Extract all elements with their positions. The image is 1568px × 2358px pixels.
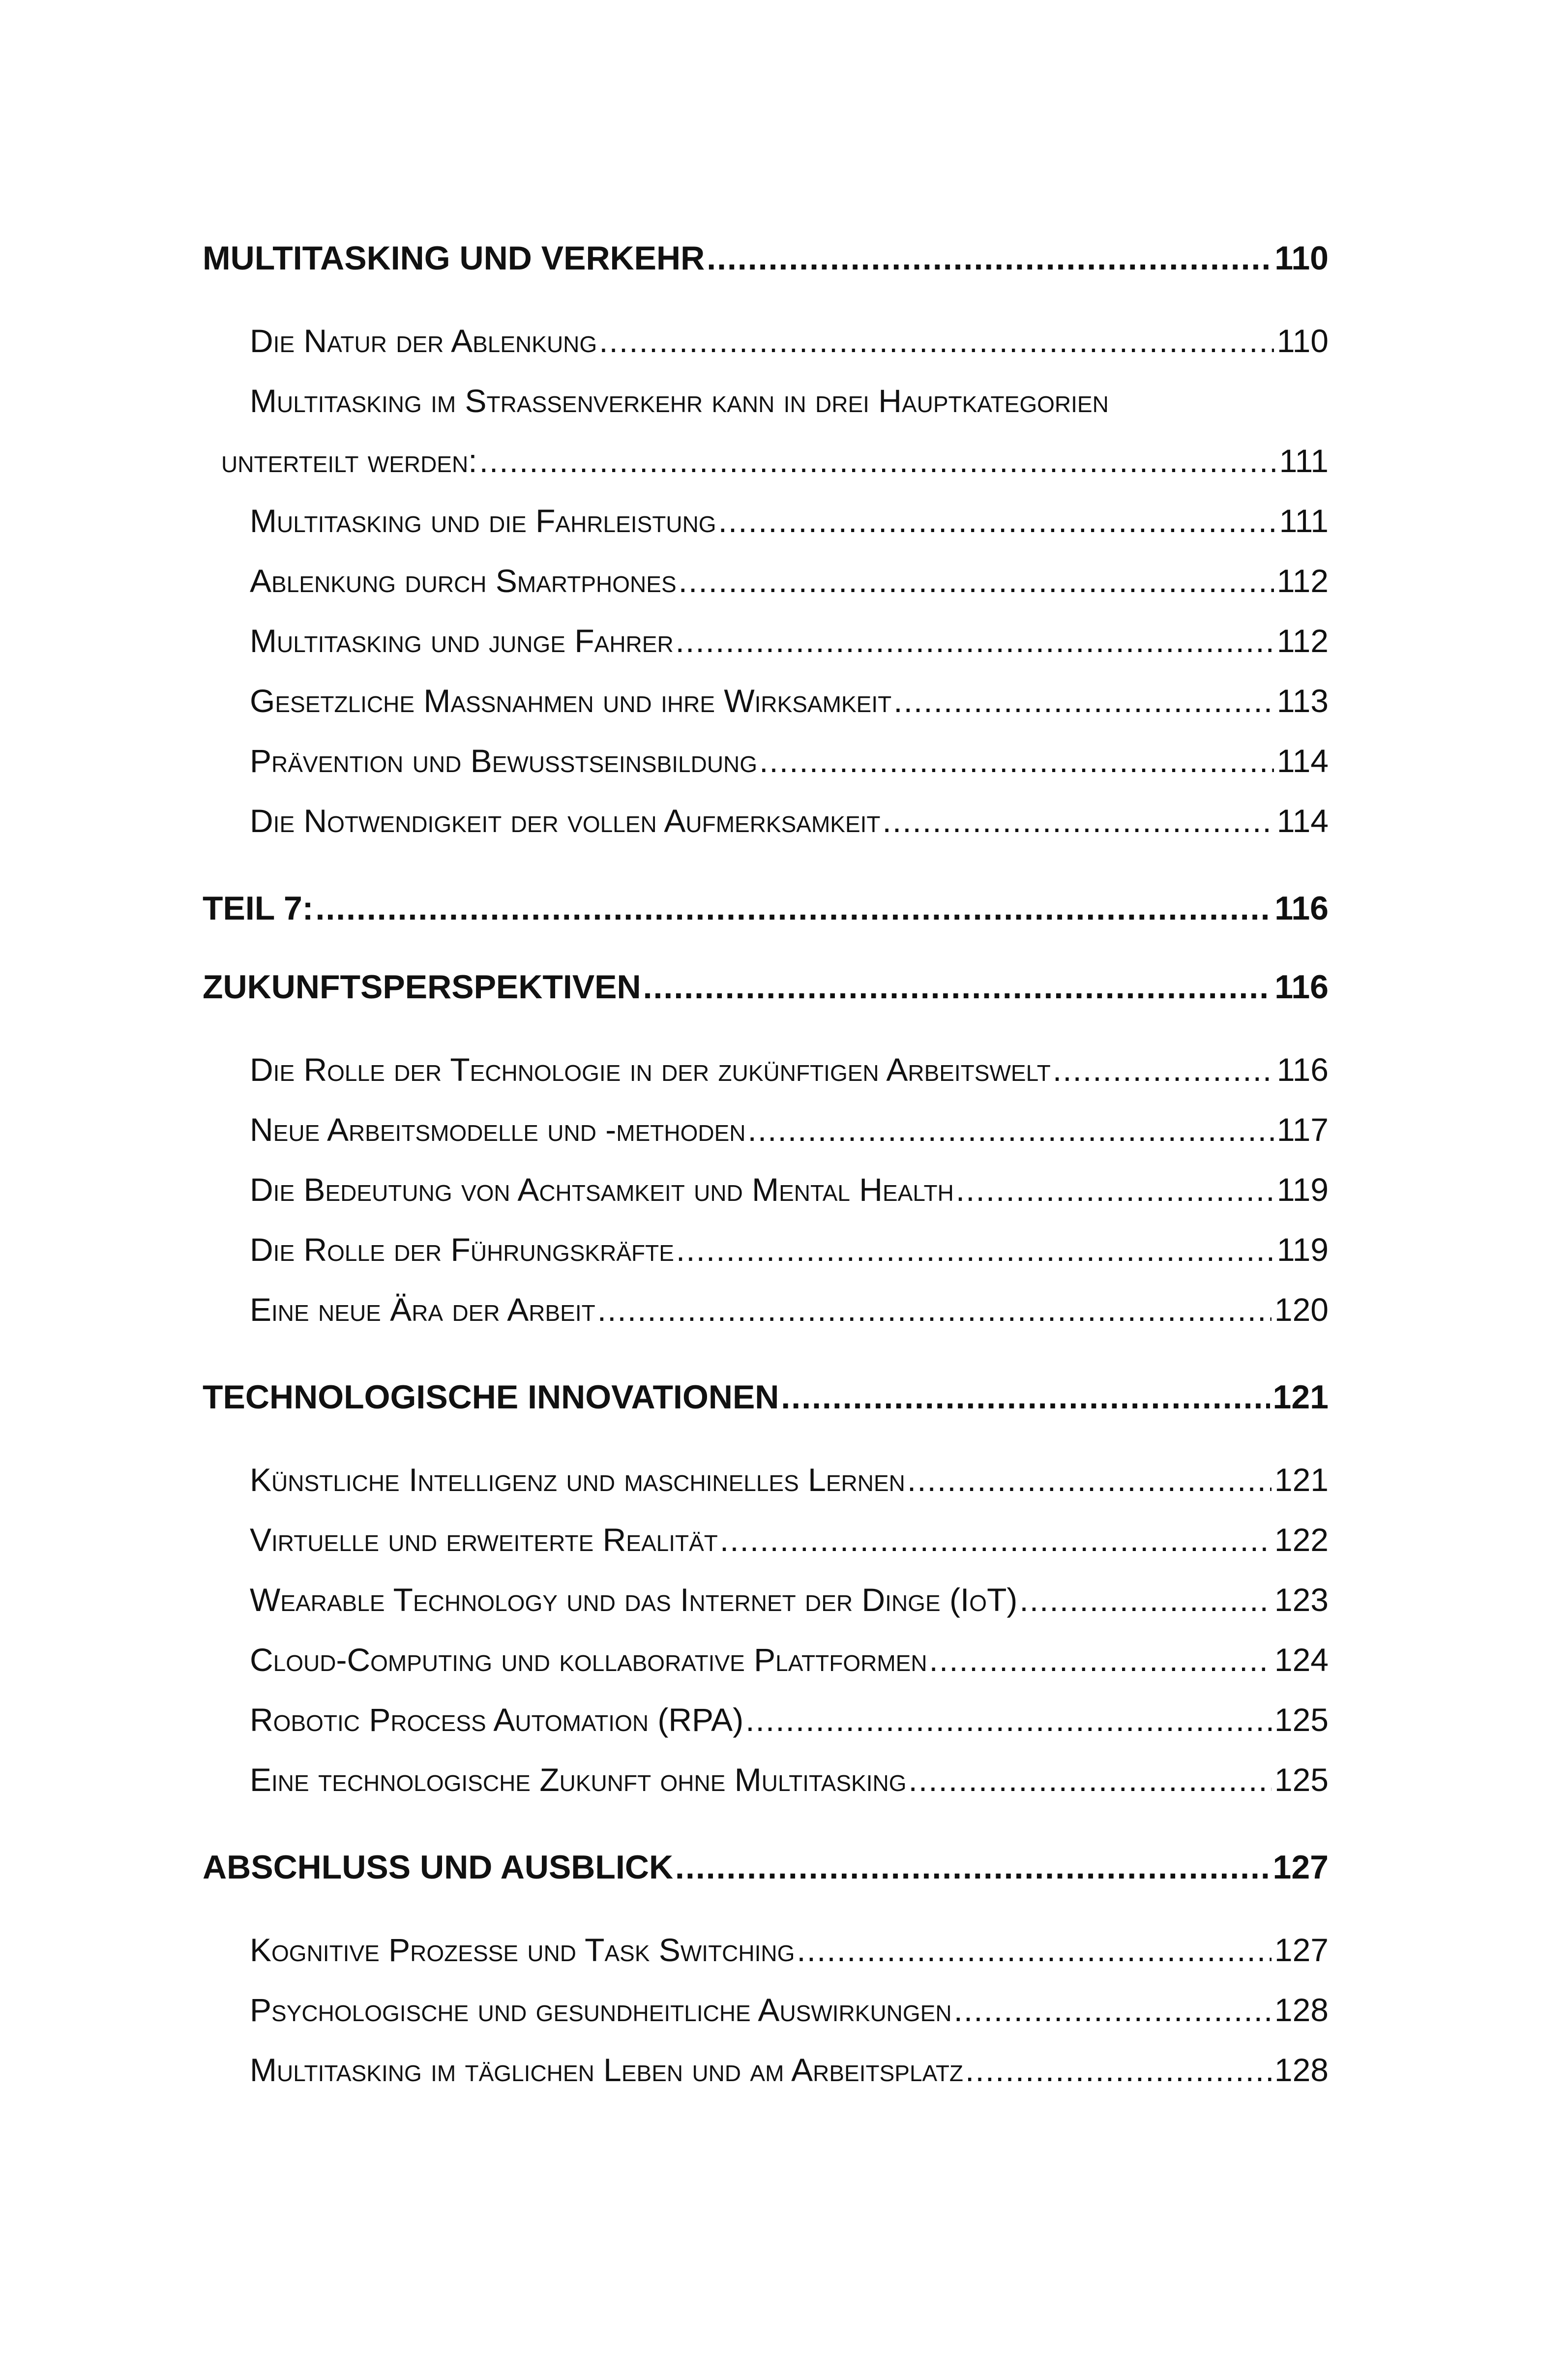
dot-leader xyxy=(1053,1040,1274,1100)
dot-leader xyxy=(679,551,1274,611)
dot-leader xyxy=(315,881,1272,935)
toc-page-number: 119 xyxy=(1276,1171,1329,1208)
toc-section-title: Ablenkung durch Smartphones xyxy=(250,563,677,599)
toc-page-number: 114 xyxy=(1276,743,1329,779)
toc-section-entry[interactable] xyxy=(203,1510,1329,1570)
dot-leader xyxy=(707,231,1272,285)
toc-page-number: 117 xyxy=(1276,1111,1329,1148)
dot-leader xyxy=(675,1840,1270,1894)
dot-leader xyxy=(883,791,1274,851)
toc-section-title: Prävention und Bewusstseinsbildung xyxy=(250,743,758,779)
toc-section-entry[interactable] xyxy=(203,2040,1329,2100)
dot-leader xyxy=(676,1220,1274,1280)
toc-page-number: 123 xyxy=(1274,1582,1329,1618)
toc-page-number: 112 xyxy=(1276,563,1329,599)
toc-section-entry[interactable] xyxy=(203,1280,1329,1340)
toc-section-title: Virtuelle und erweiterte Realität xyxy=(250,1522,718,1558)
toc-page-number: 127 xyxy=(1274,1932,1329,1968)
toc-chapter-title: TECHNOLOGISCHE INNOVATIONEN xyxy=(203,1378,779,1416)
toc-section-title: Künstliche Intelligenz und maschinelles Lernen xyxy=(250,1462,905,1498)
toc-section-entry[interactable] xyxy=(203,431,1329,491)
toc-section-entry[interactable] xyxy=(203,1980,1329,2040)
toc-section-entry[interactable] xyxy=(203,1100,1329,1160)
toc-page-number: 125 xyxy=(1274,1701,1329,1738)
dot-leader xyxy=(643,960,1272,1014)
toc-page-number: 121 xyxy=(1272,1378,1329,1416)
toc-page-number: 125 xyxy=(1274,1761,1329,1798)
toc-section-entry[interactable] xyxy=(203,1690,1329,1750)
toc-section-title: Eine technologische Zukunft ohne Multitasking xyxy=(250,1761,907,1798)
toc-section-entry[interactable] xyxy=(203,1570,1329,1630)
toc-section-title: Psychologische und gesundheitliche Auswirkungen xyxy=(250,1992,952,2028)
toc-section-title: Die Rolle der Technologie in der zukünftigen Arbeitswelt xyxy=(250,1051,1051,1088)
toc-section-title-line1[interactable]: Multitasking im Straßenverkehr kann in drei Hauptkategorien xyxy=(250,383,1109,419)
toc-section-entry[interactable] xyxy=(203,1920,1329,1980)
dot-leader xyxy=(745,1690,1272,1750)
dot-leader xyxy=(929,1630,1272,1690)
toc-page-number: 128 xyxy=(1274,1992,1329,2028)
toc-section-title: Multitasking im täglichen Leben und am Arbeitsplatz xyxy=(250,2052,964,2088)
toc-section-entry[interactable] xyxy=(203,671,1329,731)
toc-section-title: Wearable Technology und das Internet der Dinge (IoT) xyxy=(250,1582,1018,1618)
dot-leader xyxy=(781,1370,1270,1424)
toc-section-entry[interactable] xyxy=(203,1040,1329,1100)
toc-section-title: Die Natur der Ablenkung xyxy=(250,323,597,359)
dot-leader xyxy=(748,1100,1274,1160)
toc-section-title: Multitasking und die Fahrleistung xyxy=(250,503,716,539)
toc-section-entry[interactable] xyxy=(203,611,1329,671)
toc-page-number: 121 xyxy=(1274,1462,1329,1498)
dot-leader xyxy=(909,1750,1272,1810)
toc-section-entry[interactable] xyxy=(203,311,1329,371)
toc-chapter-title: ABSCHLUSS UND AUSBLICK xyxy=(203,1849,674,1886)
toc-chapter-entry[interactable] xyxy=(203,231,1329,285)
dot-leader xyxy=(954,1980,1272,2040)
toc-page-number: 116 xyxy=(1276,1051,1329,1088)
toc-chapter-entry[interactable] xyxy=(203,1370,1329,1424)
toc-page-number: 128 xyxy=(1274,2052,1329,2088)
dot-leader xyxy=(718,491,1276,551)
toc-section-title: Robotic Process Automation (RPA) xyxy=(250,1701,744,1738)
table-of-contents xyxy=(203,231,1329,2100)
toc-page-number: 111 xyxy=(1279,503,1329,539)
dot-leader xyxy=(907,1450,1272,1510)
dot-leader xyxy=(720,1510,1272,1570)
toc-chapter-title: TEIL 7: xyxy=(203,890,314,927)
toc-section-entry[interactable] xyxy=(203,791,1329,851)
toc-section-entry[interactable] xyxy=(203,1630,1329,1690)
toc-section-title: Cloud-Computing und kollaborative Plattformen xyxy=(250,1642,927,1678)
dot-leader xyxy=(797,1920,1271,1980)
toc-section-title: Eine neue Ära der Arbeit xyxy=(250,1291,595,1328)
toc-chapter-entry[interactable] xyxy=(203,881,1329,935)
toc-section-title-line2: unterteilt werden: xyxy=(221,443,477,479)
toc-page-number: 110 xyxy=(1276,323,1329,359)
toc-page-number: 114 xyxy=(1276,803,1329,839)
toc-section-entry[interactable] xyxy=(203,731,1329,791)
dot-leader xyxy=(893,671,1274,731)
toc-page-number: 111 xyxy=(1279,443,1329,479)
dot-leader xyxy=(597,1280,1272,1340)
dot-leader xyxy=(956,1160,1274,1220)
toc-section-entry[interactable] xyxy=(203,1450,1329,1510)
toc-section-entry[interactable] xyxy=(203,1750,1329,1810)
toc-section-title: Kognitive Prozesse und Task Switching xyxy=(250,1932,795,1968)
toc-section-entry[interactable] xyxy=(203,1160,1329,1220)
toc-chapter-title: ZUKUNFTSPERSPEKTIVEN xyxy=(203,968,641,1006)
toc-page-number: 124 xyxy=(1274,1642,1329,1678)
toc-section-title: Gesetzliche Maßnahmen und ihre Wirksamkeit xyxy=(250,683,892,719)
toc-section-title: Die Rolle der Führungskräfte xyxy=(250,1231,674,1268)
toc-section-title: Multitasking und junge Fahrer xyxy=(250,623,674,659)
dot-leader xyxy=(1019,1570,1272,1630)
toc-section-title: Neue Arbeitsmodelle und -methoden xyxy=(250,1111,746,1148)
dot-leader xyxy=(965,2040,1272,2100)
toc-section-title: Die Notwendigkeit der vollen Aufmerksamkeit xyxy=(250,803,881,839)
toc-page-number: 113 xyxy=(1276,683,1329,719)
toc-page-number: 112 xyxy=(1276,623,1329,659)
toc-chapter-entry[interactable] xyxy=(203,960,1329,1014)
toc-page-number: 116 xyxy=(1274,890,1329,927)
toc-page-number: 122 xyxy=(1274,1522,1329,1558)
dot-leader xyxy=(676,611,1274,671)
dot-leader xyxy=(599,311,1274,371)
toc-page-number: 120 xyxy=(1274,1291,1329,1328)
toc-section-entry[interactable] xyxy=(203,1220,1329,1280)
toc-page-number: 119 xyxy=(1276,1231,1329,1268)
toc-section-title: Die Bedeutung von Achtsamkeit und Mental Health xyxy=(250,1171,954,1208)
dot-leader xyxy=(479,431,1276,491)
toc-page-number: 116 xyxy=(1274,968,1329,1006)
toc-chapter-entry[interactable] xyxy=(203,1840,1329,1894)
toc-page-number: 110 xyxy=(1274,239,1329,277)
toc-section-entry[interactable] xyxy=(203,551,1329,611)
toc-section-entry[interactable] xyxy=(203,491,1329,551)
toc-chapter-title: MULTITASKING UND VERKEHR xyxy=(203,239,705,277)
toc-page-number: 127 xyxy=(1272,1849,1329,1886)
dot-leader xyxy=(759,731,1274,791)
